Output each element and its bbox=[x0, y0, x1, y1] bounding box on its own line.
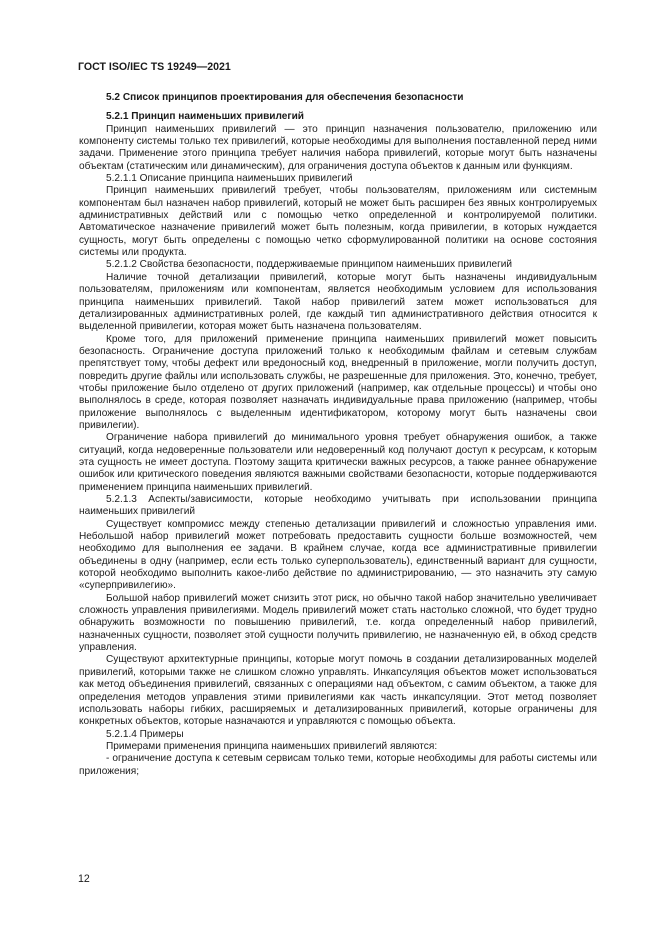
subsection-heading: 5.2.1 Принцип наименьших привилегий bbox=[106, 111, 305, 123]
paragraph: Существует компромисс между степенью детализации привилегий и сложностью управления ими. Небольшой набор привилегий может потребовать предоставить сущности больше возможностей, чем необходимо для выполнения ее задачи. В крайнем случае, когда все административные привилегии объединены в одну (например, если есть только суперпользователь), единственный вариант для сущности, которой необходимо выполнить какое-либо действие по администрированию, — это назначить эту самую «суперпривилегию». bbox=[79, 518, 597, 592]
list-item: - ограничение доступа к сетевым сервисам только теми, которые необходимы для работы системы или приложения; bbox=[79, 753, 597, 777]
page-number: 12 bbox=[78, 873, 90, 885]
paragraph: Примерами применения принципа наименьших привилегий являются: bbox=[106, 740, 438, 752]
document-body bbox=[79, 92, 597, 778]
paragraph: Кроме того, для приложений применение принципа наименьших привилегий может повысить безопасность. Ограничение доступа приложений только к необходимым файлам и сетевым службам препятствует тому, чтобы дефект или вредоносный код, внедренный в приложение, могли получить доступ, повредить другие файлы или использовать службы, не разрешенные для приложения. Это, конечно, требует, чтобы приложение было отделено от других приложений (например, как отдельные процессы) и чтобы оно выполнялось в среде, которая позволяет назначать индивидуальные права приложению (например, чтобы приложение выполнялось с выделенным идентификатором, которому могут быть назначены свои привилегии). bbox=[79, 333, 597, 431]
clause-heading: 5.2.1.4 Примеры bbox=[106, 728, 184, 740]
clause-heading: 5.2.1.3 Аспекты/зависимости, которые необходимо учитывать при использовании принципа наименьших привилегий bbox=[79, 494, 597, 518]
clause-heading: 5.2.1.1 Описание принципа наименьших привилегий bbox=[106, 173, 353, 185]
section-heading: 5.2 Список принципов проектирования для обеспечения безопасности bbox=[106, 92, 464, 103]
paragraph: Существуют архитектурные принципы, которые могут помочь в создании детализированных моделей привилегий, которыми также не слишком сложно управлять. Инкапсуляция объектов может использоваться как метод объединения привилегий, связанных с операциями над объектом, с самим объектом, а также для определения методов управления этими привилегиями как часть инкапсуляции. Этот метод позволяет использовать наборы гибких, расширяемых и детализированных привилегий, которые ограничены для конкретных объектов, которые назначаются и управляются с помощью объекта. bbox=[79, 654, 597, 728]
paragraph: Большой набор привилегий может снизить этот риск, но обычно такой набор значительно увеличивает сложность управления привилегиями. Модель привилегий может стать настолько сложной, что будет трудно обнаружить возможности по повышению привилегий, т.е. когда определенный набор привилегий, назначенных сущности, позволяет этой сущности получить привилегию, не назначенную ей, в обход средств управления. bbox=[79, 592, 597, 654]
document-header: ГОСТ ISO/IEC TS 19249—2021 bbox=[78, 61, 231, 73]
paragraph: Принцип наименьших привилегий — это принцип назначения пользователю, приложению или компоненту системы только тех привилегий, которые необходимы для выполнения поставленной перед ними задачи. Применение этого принципа требует наличия набора привилегий, которые могут быть назначены объектам (статическим или динамическим), для ограничения доступа объектов к данным или функциям. bbox=[79, 123, 597, 172]
clause-heading: 5.2.1.2 Свойства безопасности, поддерживаемые принципом наименьших привилегий bbox=[106, 259, 513, 271]
paragraph: Принцип наименьших привилегий требует, чтобы пользователям, приложениям или системным компонентам был назначен набор привилегий, который не может быть расширен без явных контролируемых административных действий или с помощью четко определенной и контролируемой политики. Автоматическое назначение привилегий может быть полезным, когда привилегии, в которых нуждается сущность, могут быть определены с помощью четко сформулированной политики на основе состояния системы или продукта. bbox=[79, 185, 597, 259]
paragraph: Наличие точной детализации привилегий, которые могут быть назначены индивидуальным пользователям, приложениям или компонентам, является необходимым условием для использования принципа наименьших привилегий. Такой набор привилегий затем может использоваться для детализированных административных ролей, где каждый тип административного действия относится к выделенной привилегии, которая может быть назначена пользователям. bbox=[79, 271, 597, 333]
paragraph: Ограничение набора привилегий до минимального уровня требует обнаружения ошибок, а также ситуаций, когда недоверенные пользователи или недоверенный код получают доступ к ресурсам, к которым эта сущность не имеет доступа. Поэтому защита критически важных ресурсов, а также раннее обнаружение ошибок или критического поведения являются важными свойствами безопасности, которые поддерживаются применением принципа наименьших привилегий. bbox=[79, 432, 597, 493]
